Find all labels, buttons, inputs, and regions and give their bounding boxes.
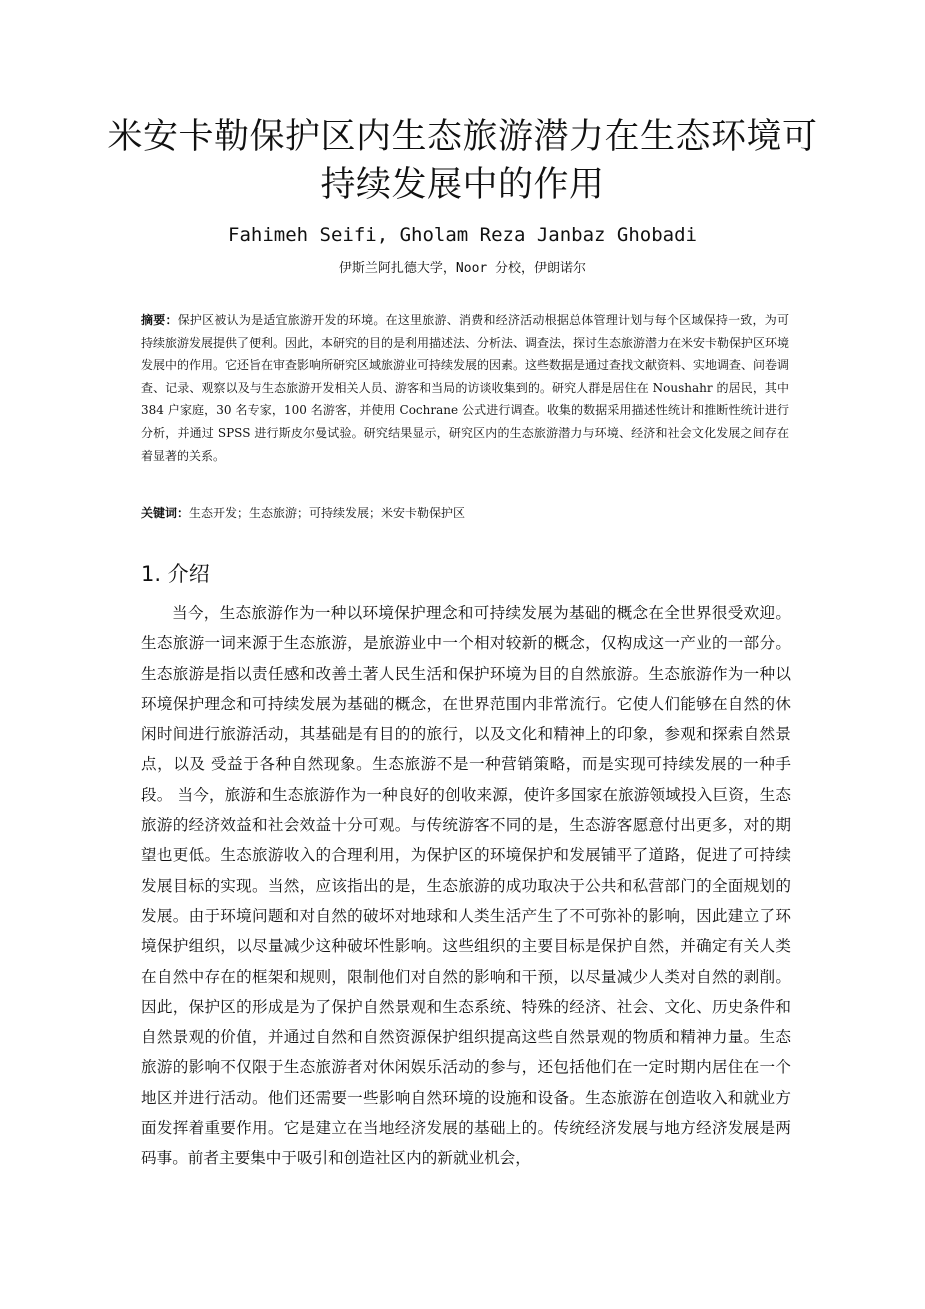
paper-authors: Fahimeh Seifi, Gholam Reza Janbaz Ghobadi	[228, 224, 697, 246]
abstract-label: 摘要：	[141, 313, 178, 327]
paper-affiliation: 伊斯兰阿扎德大学，Noor 分校，伊朗诺尔	[338, 261, 587, 276]
introduction-paragraph: 当今，生态旅游作为一种以环境保护理念和可持续发展为基础的概念在全世界很受欢迎。生态旅游一词来源于生态旅游，是旅游业中一个相对较新的概念，仅构成这一产业的一部分。生态旅游是指以责任感和改善土著人民生活和保护环境为目的自然旅游。生态旅游作为一种以环境保护理念和可持续发展为基础的概念，在世界范围内非常流行。它使人们能够在自然的休闲时间进行旅游活动，其基础是有目的的旅行，以及文化和精神上的印象，参观和探索自然景点，以及 受益于各种自然现象。生态旅游不是一种营销策略，而是实现可持续发展的一种手段。 当今，旅游和生态旅游作为一种良好的创收来源，使许多国家在旅游领域投入巨资，生态旅游的经济效益和社会效益十分可观。与传统游客不同的是，生态游客愿意付出更多，对的期望也更低。生态旅游收入的合理利用，为保护区的环境保护和发展铺平了道路，促进了可持续发展目标的实现。当然，应该指出的是，生态旅游的成功取决于公共和私营部门的全面规划的发展。由于环境问题和对自然的破坏对地球和人类生活产生了不可弥补的影响，因此建立了环境保护组织，以尽量减少这种破坏性影响。这些组织的主要目标是保护自然，并确定有关人类在自然中存在的框架和规则，限制他们对自然的影响和干预，以尽量减少人类对自然的剥削。因此，保护区的形成是为了保护自然景观和生态系统、特殊的经济、社会、文化、历史条件和自然景观的价值，并通过自然和自然资源保护组织提高这些自然景观的物质和精神力量。生态旅游的影响不仅限于生态旅游者对休闲娱乐活动的参与，还包括他们在一定时期内居住在一个地区并进行活动。他们还需要一些影响自然环境的设施和设备。生态旅游在创造收入和就业方面发挥着重要作用。它是建立在当地经济发展的基础上的。传统经济发展与地方经济发展是两码事。前者主要集中于吸引和创造社区内的新就业机会，	[141, 604, 791, 1168]
paper-title: 米安卡勒保护区内生态旅游潜力在生态环境可持续发展中的作用	[107, 117, 818, 205]
abstract	[141, 309, 789, 467]
abstract-text: 保护区被认为是适宜旅游开发的环境。在这里旅游、消费和经济活动根据总体管理计划与每个区域保持一致，为可持续旅游发展提供了便利。因此，本研究的目的是利用描述法、分析法、调查法，探讨生态旅游潜力在米安卡勒保护区环境发展中的作用。它还旨在审查影响所研究区域旅游业可持续发展的因素。这些数据是通过查找文献资料、实地调查、问卷调查、记录、观察以及与生态旅游开发相关人员、游客和当局的访谈收集到的。研究人群是居住在 Noushahr 的居民，其中 384 户家庭，30 名专家，100 名游客，并使用 Cochrane 公式进行调查。收集的数据采用描述性统计和推断性统计进行分析，并通过 SPSS 进行斯皮尔曼试验。研究结果显示，研究区内的生态旅游潜力与环境、经济和社会文化发展之间存在着显著的关系。	[141, 313, 790, 463]
keywords-text: 生态开发；生态旅游；可持续发展；米安卡勒保护区	[189, 506, 466, 520]
keywords	[141, 502, 789, 524]
section-heading-introduction: 1. 介绍	[141, 562, 210, 586]
keywords-label: 关键词：	[141, 506, 190, 520]
